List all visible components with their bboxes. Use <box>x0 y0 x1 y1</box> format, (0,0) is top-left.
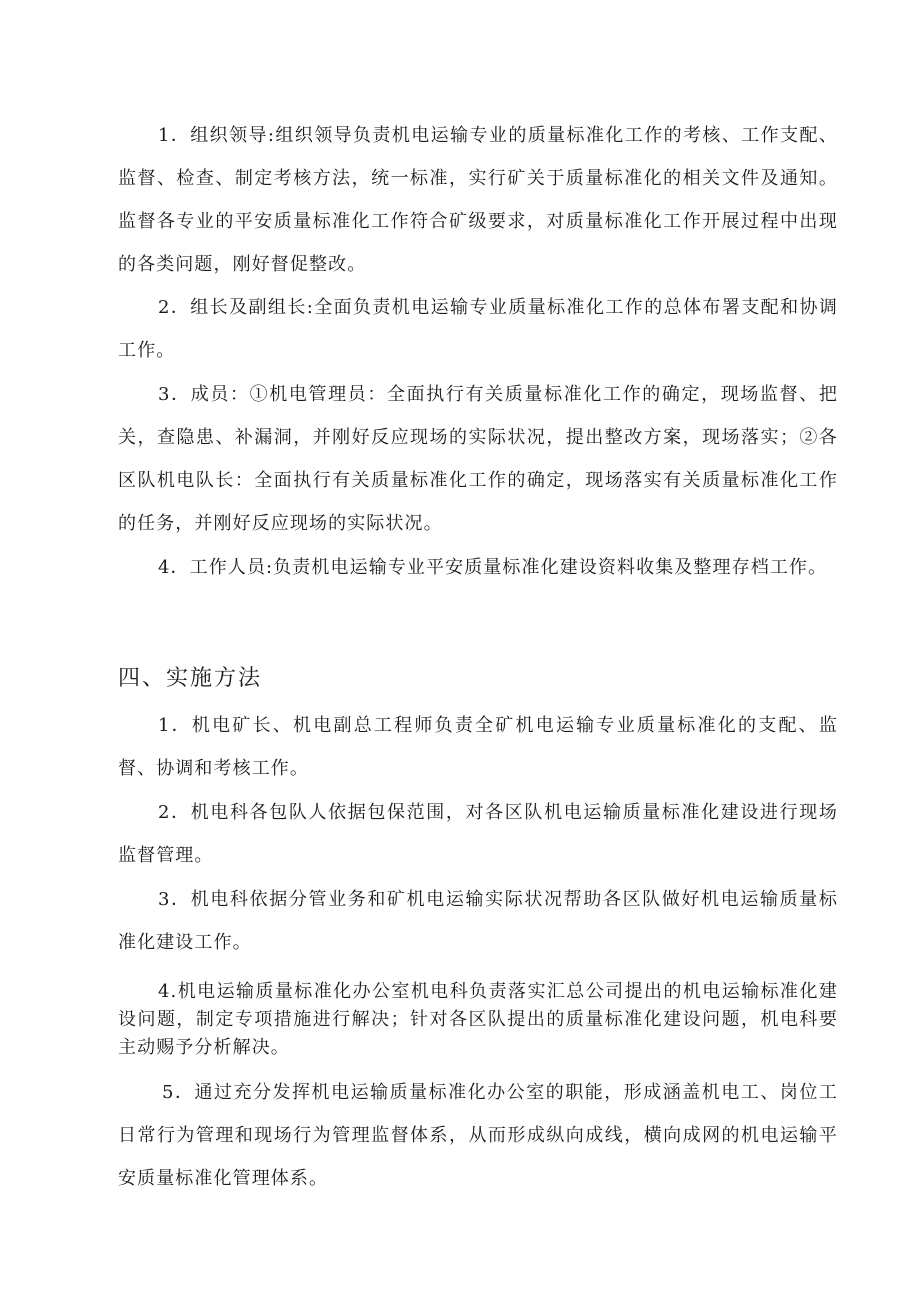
section-heading-implementation: 四、实施方法 <box>118 666 263 691</box>
implementation-paragraph-2: 2．机电科各包队人依据包保范围，对各区队机电运输质量标准化建设进行现场监督管理。 <box>118 802 838 866</box>
implementation-paragraph-5: 5．通过充分发挥机电运输质量标准化办公室的职能，形成涵盖机电工、岗位工日常行为管理和现场行为管理监督体系，从而形成纵向成线，横向成网的机电运输平安质量标准化管理体系。 <box>118 1082 838 1189</box>
implementation-paragraph-4: 4.机电运输质量标准化办公室机电科负责落实汇总公司提出的机电运输标准化建设问题，制定专项措施进行解决；针对各区队提出的质量标准化建设问题，机电科要主动赐予分析解决。 <box>118 981 838 1058</box>
responsibility-paragraph-2: 2．组长及副组长:全面负责机电运输专业质量标准化工作的总体布署支配和协调工作。 <box>118 297 838 361</box>
responsibility-paragraph-1: 1．组织领导:组织领导负责机电运输专业的质量标准化工作的考核、工作支配、监督、检查、制定考核方法，统一标准，实行矿关于质量标准化的相关文件及通知。监督各专业的平安质量标准化工作符合矿级要求，对质量标准化工作开展过程中出现的各类问题，刚好督促整改。 <box>118 125 838 275</box>
responsibility-paragraph-3: 3．成员：①机电管理员：全面执行有关质量标准化工作的确定，现场监督、把关，查隐患、补漏洞，并刚好反应现场的实际状况，提出整改方案，现场落实；②各区队机电队长：全面执行有关质量标准化工作的确定，现场落实有关质量标准化工作的任务，并刚好反应现场的实际状况。 <box>118 384 838 534</box>
responsibility-paragraph-4: 4．工作人员:负责机电运输专业平安质量标准化建设资料收集及整理存档工作。 <box>158 557 828 578</box>
implementation-paragraph-1: 1．机电矿长、机电副总工程师负责全矿机电运输专业质量标准化的支配、监督、协调和考核工作。 <box>118 715 838 779</box>
implementation-paragraph-3: 3．机电科依据分管业务和矿机电运输实际状况帮助各区队做好机电运输质量标准化建设工作。 <box>118 889 838 953</box>
